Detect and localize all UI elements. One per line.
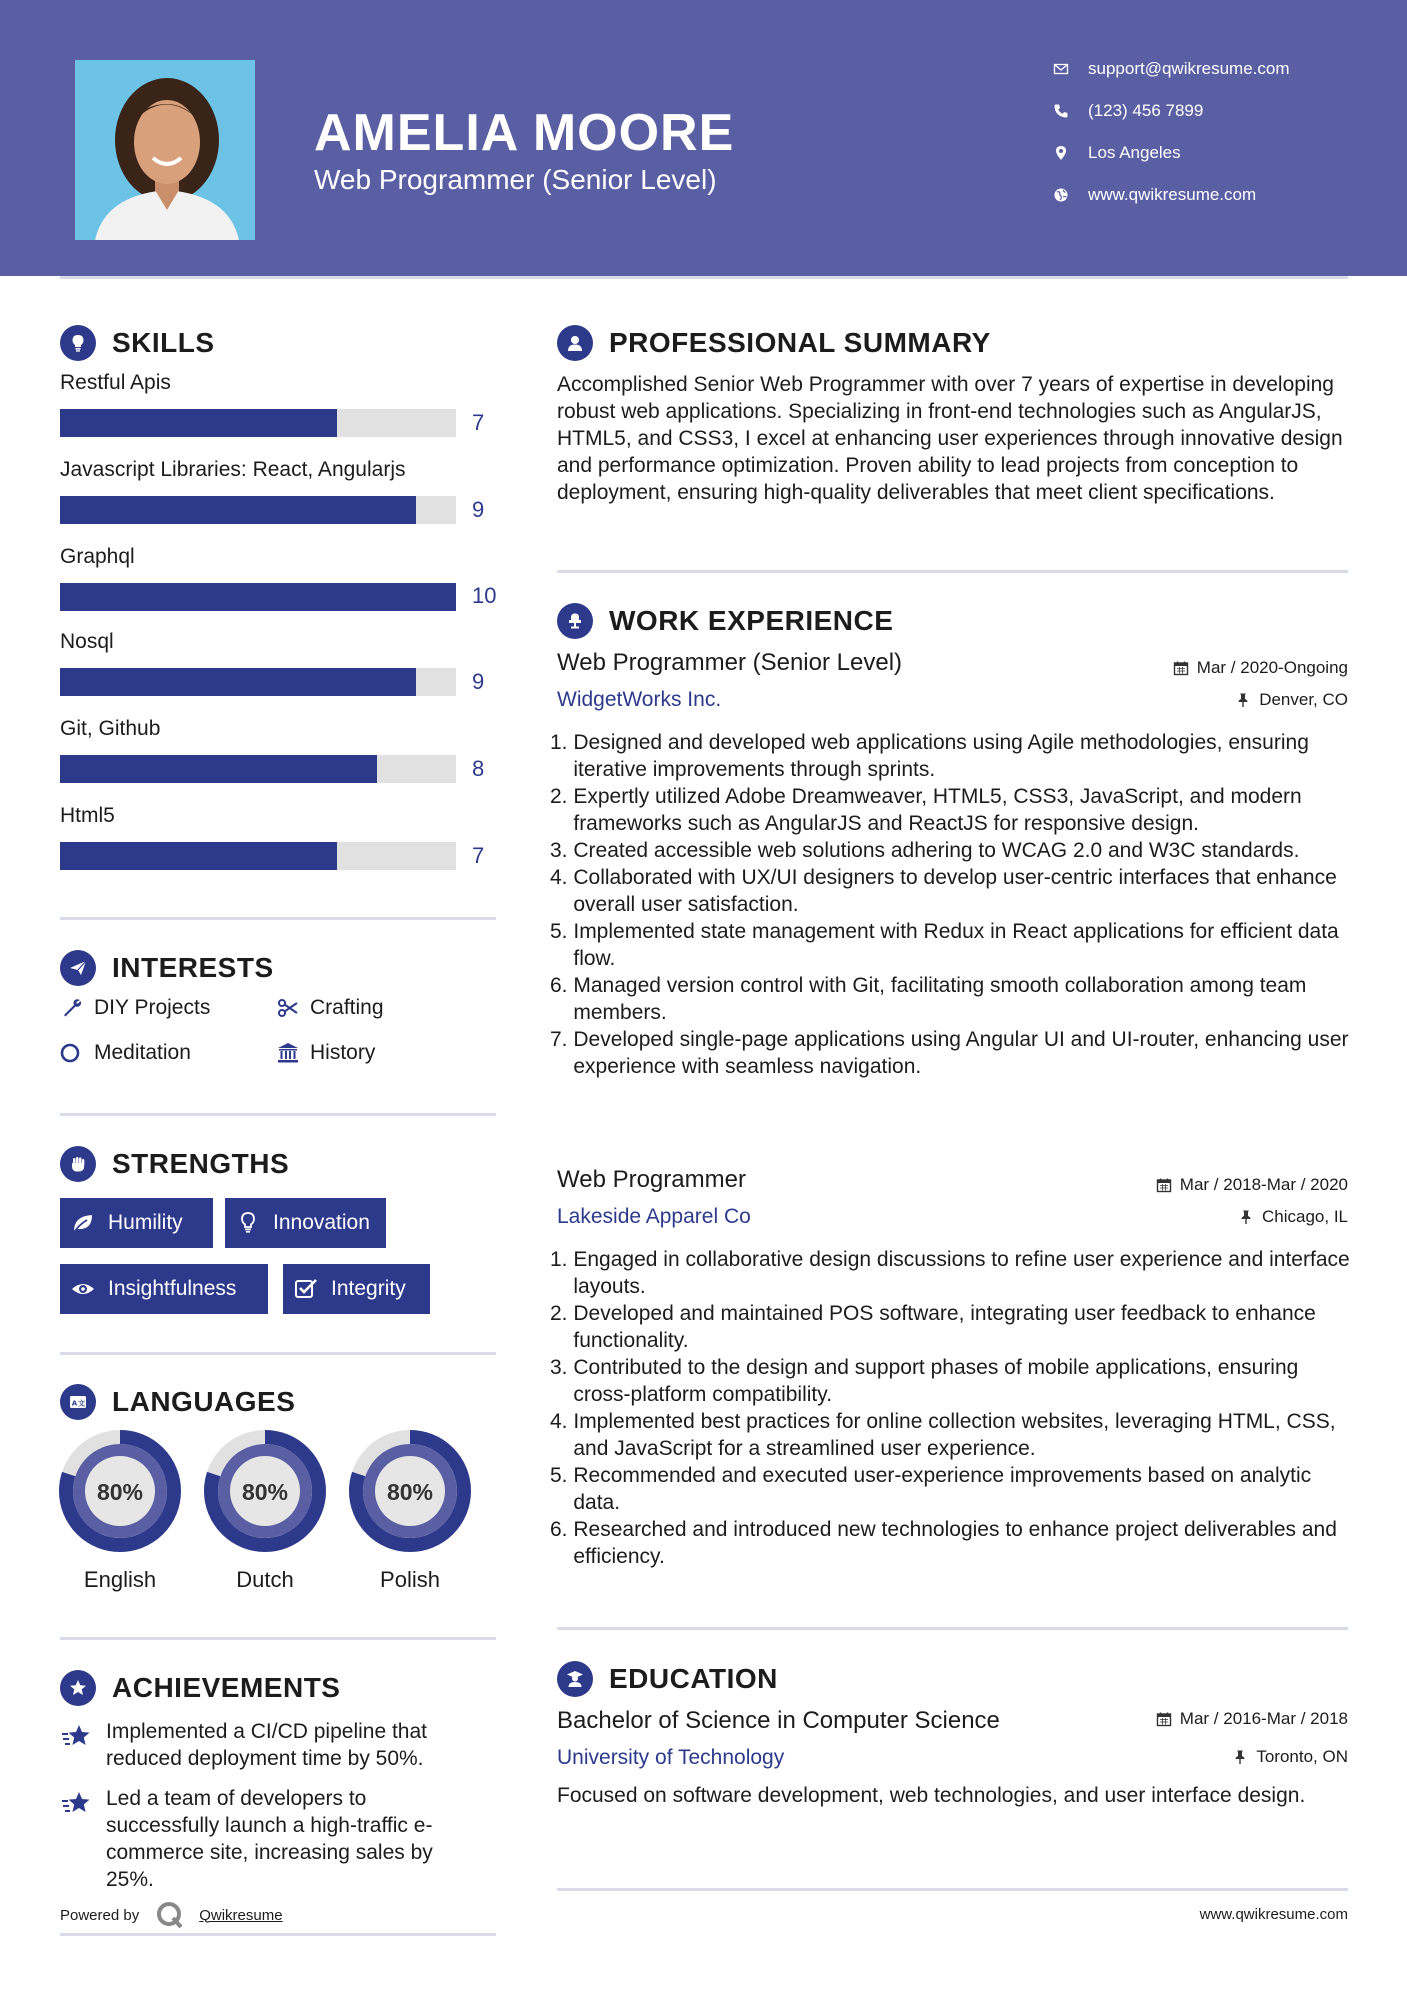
education-dates-text: Mar / 2016-Mar / 2018: [1179, 1709, 1348, 1728]
lightbulb-icon: [60, 325, 96, 361]
job-location: [1238, 1207, 1348, 1227]
interest-label: History: [310, 1041, 376, 1064]
bullet-text: Designed and developed web applications using Agile methodologies, ensuring iterative improvements through sprints.: [573, 731, 1309, 781]
institution-icon: [276, 1041, 300, 1065]
achievement-item: [60, 1785, 480, 1893]
skill-bar: [60, 496, 456, 524]
pushpin-icon: [1232, 1749, 1248, 1765]
bullet-text: Collaborated with UX/UI designers to develop user-centric interfaces that enhance overall user satisfaction.: [573, 866, 1337, 916]
skill-value: 7: [472, 410, 485, 435]
degree-title: Bachelor of Science in Computer Science: [557, 1707, 1000, 1734]
summary-heading: [557, 325, 991, 361]
list-item: 6. Managed version control with Git, facilitating smooth collaboration among team members.: [550, 972, 1350, 1026]
globe-icon: [1050, 184, 1072, 206]
language-percent: 80%: [96, 1479, 144, 1505]
bullet-text: Created accessible web solutions adhering to WCAG 2.0 and W3C standards.: [573, 839, 1300, 862]
job-location-text: Denver, CO: [1259, 690, 1348, 709]
skill-bar: [60, 842, 456, 870]
location-icon: [1050, 142, 1072, 164]
bullet-text: Recommended and executed user-experience improvements based on analytic data.: [573, 1464, 1312, 1514]
paper-plane-icon: [60, 950, 96, 986]
list-item: 2. Expertly utilized Adobe Dreamweaver, HTML5, CSS3, JavaScript, and modern frameworks such as AngularJS and ReactJS for responsive design.: [550, 783, 1350, 837]
language-donut: [203, 1429, 327, 1553]
section-divider: [557, 1627, 1348, 1630]
leaf-icon: [70, 1210, 96, 1236]
candidate-name: AMELIA MOORE: [314, 104, 735, 162]
svg-text:A: A: [71, 1399, 78, 1408]
strength-label: Humility: [108, 1211, 183, 1234]
skill-name: Nosql: [60, 630, 114, 653]
contact-location-text: Los Angeles: [1088, 143, 1181, 162]
skill-bar: [60, 409, 456, 437]
skill-bar-fill: [60, 409, 337, 437]
job-dates-text: Mar / 2018-Mar / 2020: [1179, 1175, 1348, 1194]
list-item: 5. Implemented state management with Redux in React applications for efficient data flow.: [550, 918, 1350, 972]
skill-value: 7: [472, 843, 485, 868]
list-item: 4. Collaborated with UX/UI designers to develop user-centric interfaces that enhance overall user satisfaction.: [550, 864, 1350, 918]
job-company: Lakeside Apparel Co: [557, 1205, 751, 1228]
job-location: [1235, 690, 1348, 710]
skill-name: Javascript Libraries: React, Angularjs: [60, 458, 406, 481]
skill-bar-fill: [60, 496, 416, 524]
profile-photo: [75, 60, 255, 240]
achievements-heading: [60, 1670, 340, 1706]
calendar-icon: [1173, 660, 1189, 676]
contact-location: [1050, 138, 1380, 168]
education-title: EDUCATION: [609, 1663, 778, 1694]
skill-name: Html5: [60, 804, 115, 827]
list-item: 1. Engaged in collaborative design discussions to refine user experience and interface layouts.: [550, 1248, 1350, 1298]
strength-badge: [283, 1264, 430, 1314]
contact-website-text: www.qwikresume.com: [1088, 185, 1257, 204]
skills-heading: [60, 325, 215, 361]
list-item: 2. Developed and maintained POS software, integrating user feedback to enhance functionality.: [550, 1300, 1350, 1354]
section-divider: [60, 1113, 496, 1116]
job-bullets: [550, 1246, 1350, 1570]
skill-bar: [60, 668, 456, 696]
strength-label: Insightfulness: [108, 1277, 237, 1300]
contact-website[interactable]: [1050, 180, 1380, 210]
interest-label: Crafting: [310, 996, 384, 1019]
powered-brand-link[interactable]: Qwikresume: [199, 1906, 283, 1924]
interest-item: [60, 996, 210, 1020]
fist-icon: [60, 1146, 96, 1182]
interest-item: [60, 1041, 191, 1065]
interest-item: [276, 1041, 375, 1065]
calendar-icon: [1156, 1177, 1172, 1193]
wrench-icon: [60, 996, 84, 1020]
skill-bar-fill: [60, 668, 416, 696]
language-icon: [60, 1384, 96, 1420]
email-icon: [1050, 58, 1072, 80]
skill-bar: [60, 755, 456, 783]
contact-phone[interactable]: [1050, 96, 1380, 126]
star-icon: [60, 1720, 92, 1752]
user-icon: [557, 325, 593, 361]
job-location-text: Chicago, IL: [1262, 1207, 1348, 1226]
check-square-icon: [293, 1276, 319, 1302]
job-dates: [1156, 1175, 1348, 1195]
skill-bar: [60, 583, 456, 611]
bullet-text: Researched and introduced new technologies to enhance project deliverables and efficiency.: [573, 1518, 1337, 1568]
skill-value: 9: [472, 497, 485, 522]
job-dates: [1173, 658, 1348, 678]
interest-label: DIY Projects: [94, 996, 211, 1019]
list-item: 7. Developed single-page applications using Angular UI and UI-router, enhancing user experience with seamless navigation.: [550, 1028, 1349, 1078]
section-divider: [60, 1637, 496, 1640]
resume-header: [0, 0, 1407, 276]
eye-icon: [70, 1276, 96, 1302]
briefcase-icon: [557, 603, 593, 639]
list-item: 6. Researched and introduced new technologies to enhance project deliverables and efficiency.: [550, 1516, 1350, 1570]
skill-bar-fill: [60, 583, 456, 611]
bullet-text: Managed version control with Git, facilitating smooth collaboration among team members.: [573, 974, 1307, 1024]
language-label: English: [83, 1567, 157, 1592]
header-divider: [60, 276, 1348, 279]
languages-heading: [60, 1384, 295, 1420]
language-donut: [58, 1429, 182, 1553]
skill-value: 10: [472, 583, 497, 608]
graduate-icon: [557, 1661, 593, 1697]
languages-title: LANGUAGES: [112, 1386, 296, 1417]
section-divider: [60, 917, 496, 920]
skills-title: SKILLS: [112, 327, 215, 358]
summary-title: PROFESSIONAL SUMMARY: [609, 327, 991, 358]
strength-badge: [225, 1198, 386, 1248]
experience-heading: [557, 603, 893, 639]
job-title: Web Programmer: [557, 1166, 746, 1193]
interest-item: [276, 996, 384, 1020]
calendar-icon: [1156, 1711, 1172, 1727]
achievements-title: ACHIEVEMENTS: [112, 1672, 341, 1703]
job-bullets: [550, 729, 1350, 1080]
skill-name: Restful Apis: [60, 371, 171, 394]
education-location-text: Toronto, ON: [1256, 1747, 1348, 1766]
school-name: University of Technology: [557, 1746, 785, 1769]
summary-text: Accomplished Senior Web Programmer with over 7 years of expertise in developing robust web applications. Specializing in front-end technologies such as AngularJS, HTML5, and CSS3, I excel at enhancing user experiences through innovative design and performance optimization. Proven ability to lead projects from conception to deployment, ensuring high-quality deliverables that meet client specifications.: [557, 373, 1343, 504]
job-title: Web Programmer (Senior Level): [557, 649, 903, 676]
scissors-icon: [276, 996, 300, 1020]
language-donut: [348, 1429, 472, 1553]
skill-bar-fill: [60, 842, 337, 870]
skill-value: 9: [472, 669, 485, 694]
svg-text:文: 文: [78, 1399, 85, 1408]
strength-label: Innovation: [273, 1211, 370, 1234]
bullet-text: Engaged in collaborative design discussions to refine user experience and interface layouts.: [573, 1248, 1350, 1298]
job-company: WidgetWorks Inc.: [557, 688, 722, 711]
job-dates-text: Mar / 2020-Ongoing: [1196, 658, 1348, 677]
qwikresume-logo-icon: [155, 1900, 185, 1930]
star-badge-icon: [60, 1670, 96, 1706]
skill-name: Graphql: [60, 545, 135, 568]
interests-heading: [60, 950, 274, 986]
section-divider: [60, 1352, 496, 1355]
language-percent: 80%: [241, 1479, 289, 1505]
list-item: 4. Implemented best practices for online collection websites, leveraging HTML, CSS, and JavaScript for a streamlined user experience.: [550, 1408, 1350, 1462]
strength-badge: [60, 1264, 268, 1314]
language-item: [348, 1429, 472, 1593]
skill-value: 8: [472, 756, 485, 781]
skill-bar-fill: [60, 755, 377, 783]
achievement-item: [60, 1718, 480, 1772]
section-divider: [60, 1933, 496, 1936]
education-description: Focused on software development, web technologies, and user interface design.: [557, 1784, 1306, 1807]
education-dates: [1156, 1709, 1348, 1729]
interest-label: Meditation: [94, 1041, 191, 1064]
education-location: [1232, 1747, 1348, 1767]
contact-email[interactable]: [1050, 54, 1380, 84]
experience-title: WORK EXPERIENCE: [609, 605, 894, 636]
candidate-title: Web Programmer (Senior Level): [314, 164, 717, 195]
bullet-text: Developed and maintained POS software, integrating user feedback to enhance functionality.: [573, 1302, 1316, 1352]
bullet-text: Implemented state management with Redux in React applications for efficient data flow.: [573, 920, 1339, 970]
interests-title: INTERESTS: [112, 952, 274, 983]
strengths-title: STRENGTHS: [112, 1148, 290, 1179]
section-divider: [557, 570, 1348, 573]
achievement-text: Led a team of developers to successfully launch a high-traffic e-commerce site, increasing sales by 25%.: [106, 1787, 433, 1891]
bullet-text: Implemented best practices for online collection websites, leveraging HTML, CSS, and JavaScript for a streamlined user experience.: [573, 1410, 1336, 1460]
list-item: 3. Contributed to the design and support phases of mobile applications, ensuring cross-platform compatibility.: [550, 1354, 1350, 1408]
section-divider: [557, 1888, 1348, 1891]
language-label: Dutch: [236, 1567, 294, 1592]
language-item: [203, 1429, 327, 1593]
language-label: Polish: [380, 1567, 440, 1592]
lightbulb-icon: [235, 1210, 261, 1236]
skill-name: Git, Github: [60, 717, 161, 740]
list-item: 5. Recommended and executed user-experience improvements based on analytic data.: [550, 1462, 1350, 1516]
contact-phone-text: (123) 456 7899: [1088, 101, 1204, 120]
strength-label: Integrity: [331, 1277, 406, 1300]
star-icon: [60, 1787, 92, 1819]
bullet-text: Contributed to the design and support phases of mobile applications, ensuring cross-platform compatibility.: [573, 1356, 1299, 1406]
powered-label: Powered by: [60, 1906, 140, 1924]
pushpin-icon: [1238, 1209, 1254, 1225]
footer-website-link[interactable]: www.qwikresume.com: [1199, 1906, 1348, 1923]
contact-email-text: support@qwikresume.com: [1088, 59, 1290, 78]
powered-by: [60, 1900, 283, 1930]
education-heading: [557, 1661, 778, 1697]
list-item: 1. Designed and developed web applications using Agile methodologies, ensuring iterative improvements through sprints.: [550, 729, 1350, 783]
pushpin-icon: [1235, 692, 1251, 708]
language-percent: 80%: [386, 1479, 434, 1505]
language-item: [58, 1429, 182, 1593]
phone-icon: [1050, 100, 1072, 122]
circle-icon: [60, 1041, 84, 1065]
list-item: 3. Created accessible web solutions adhering to WCAG 2.0 and W3C standards.: [550, 837, 1350, 864]
bullet-text: Expertly utilized Adobe Dreamweaver, HTML5, CSS3, JavaScript, and modern frameworks such as AngularJS and ReactJS for responsive design.: [573, 785, 1302, 835]
bullet-text: Developed single-page applications using Angular UI and UI-router, enhancing user experience with seamless navigation.: [573, 1028, 1349, 1078]
achievement-text: Implemented a CI/CD pipeline that reduced deployment time by 50%.: [106, 1720, 427, 1770]
strengths-heading: [60, 1146, 289, 1182]
strength-badge: [60, 1198, 213, 1248]
